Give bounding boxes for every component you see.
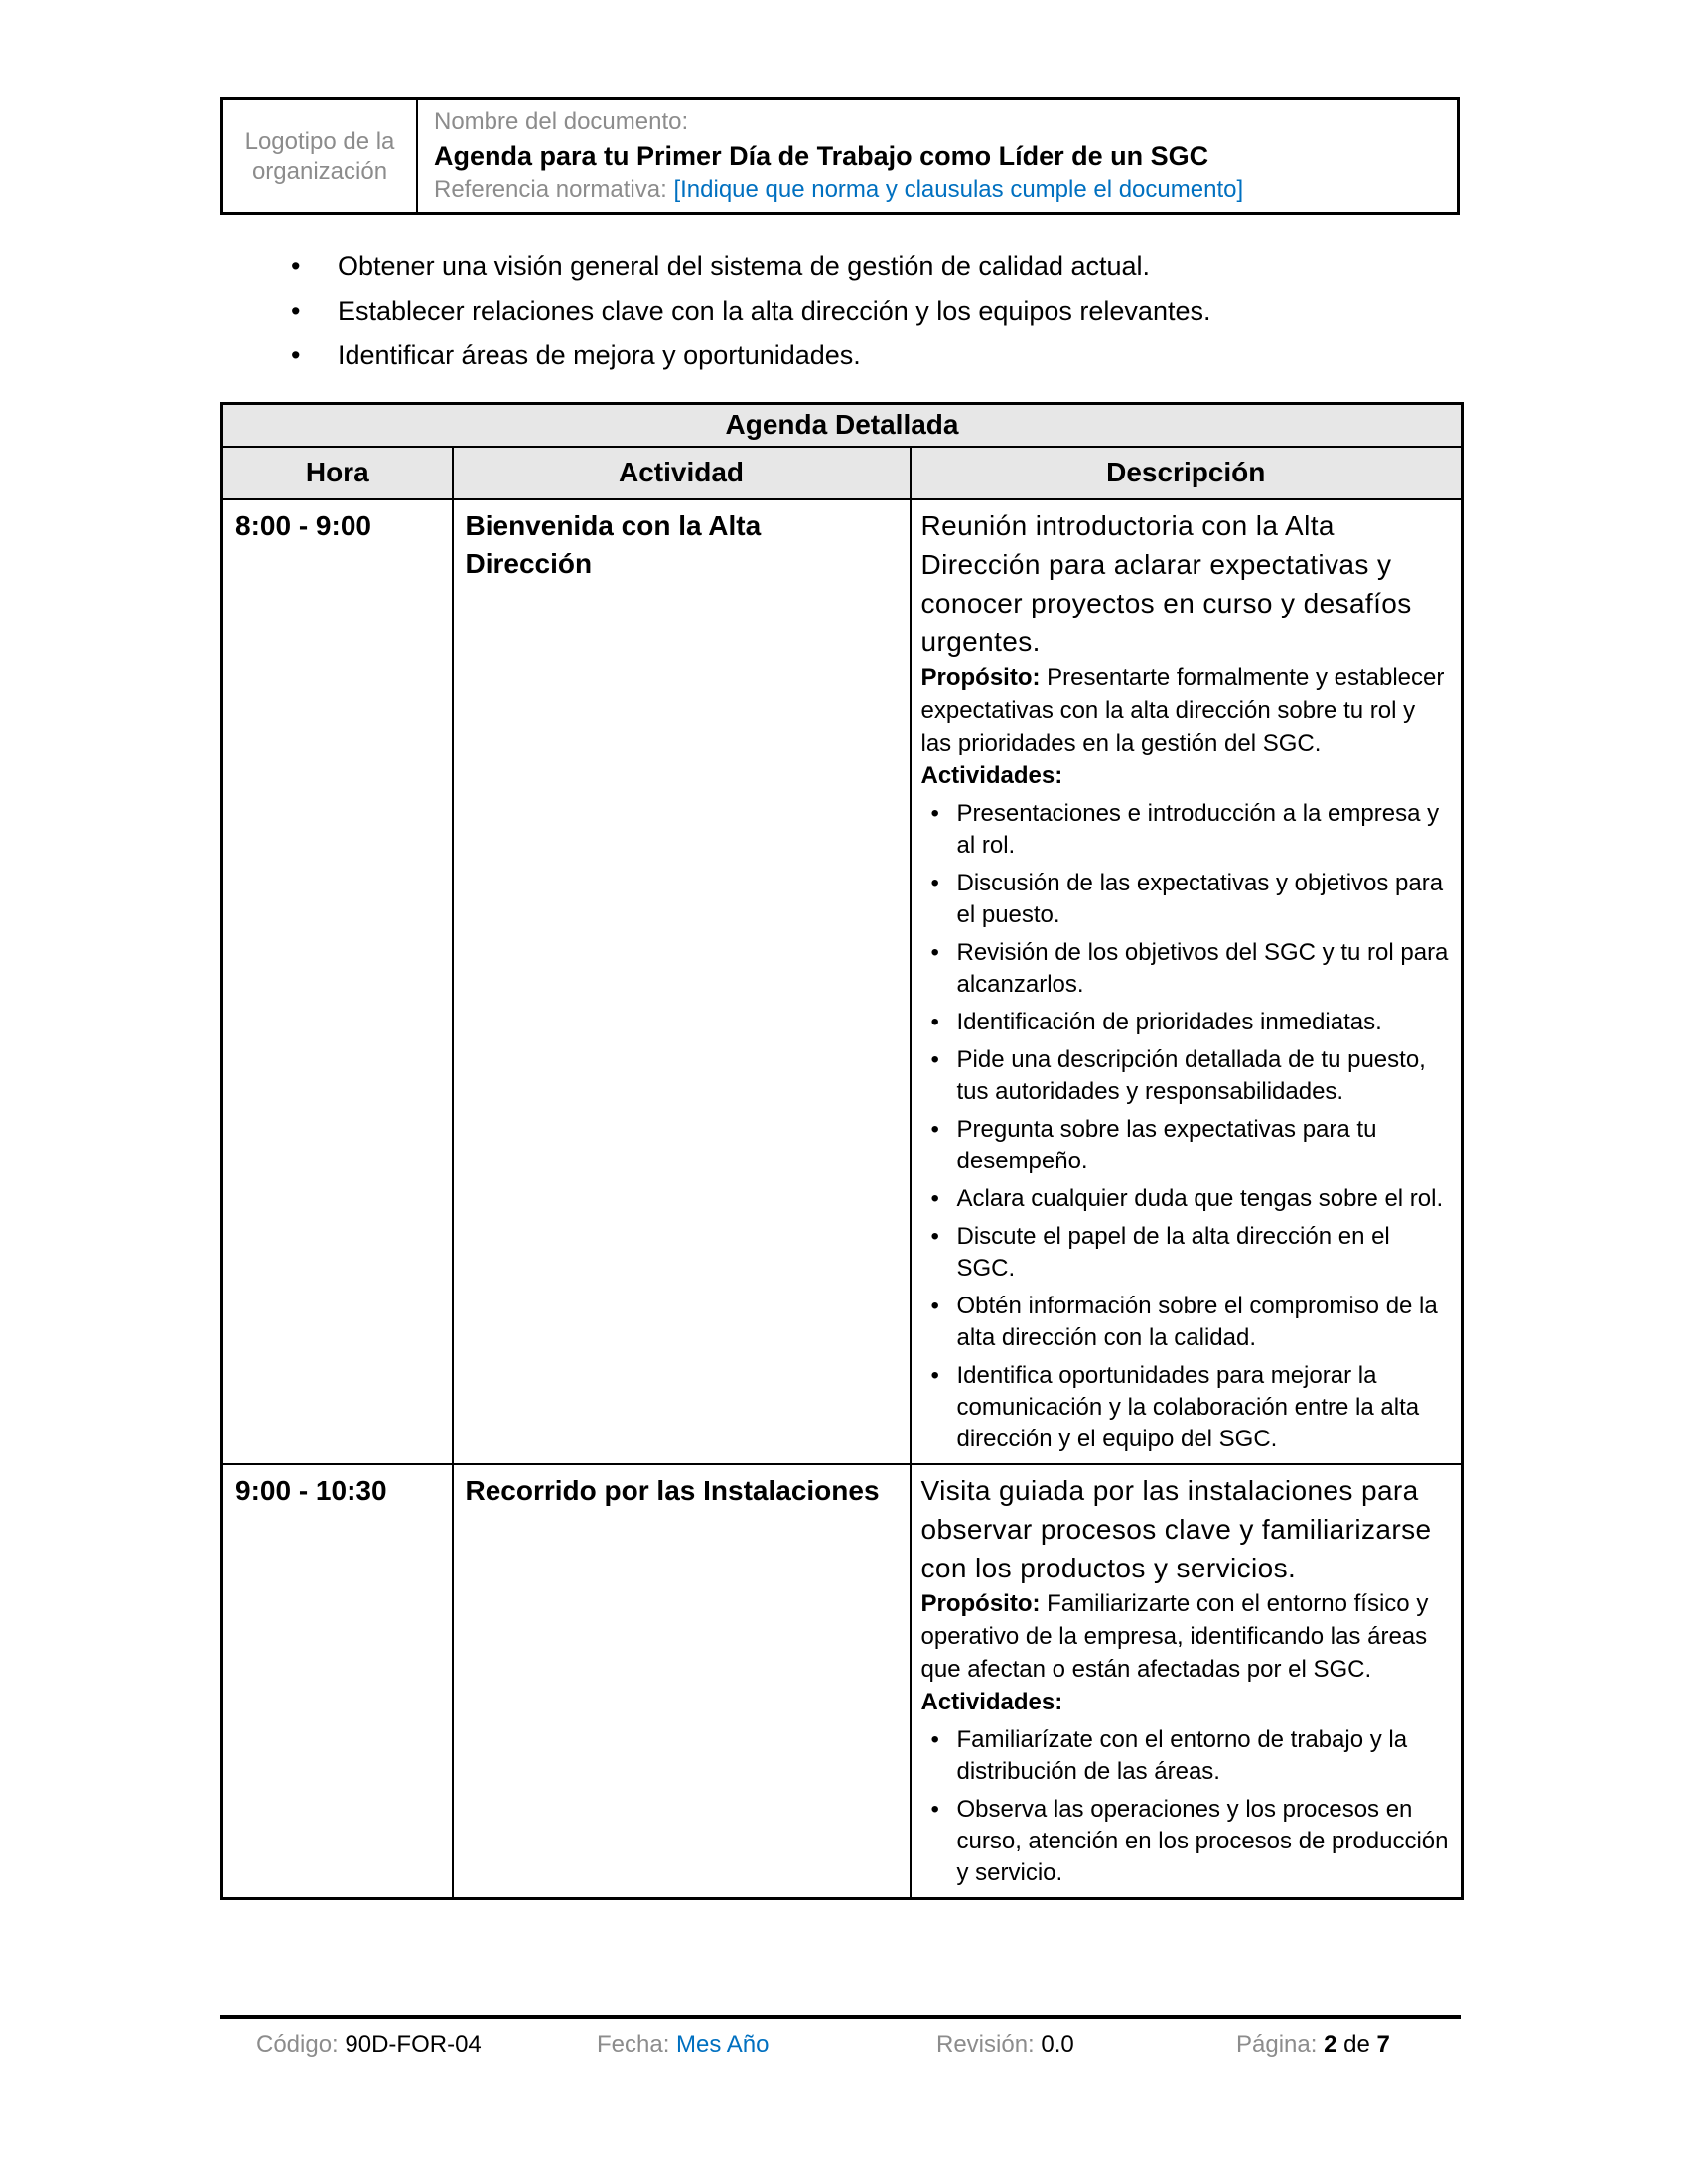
actividad-bullet-item: • Obtén información sobre el compromiso de la alta dirección con la calidad. — [921, 1291, 1452, 1354]
actividad-bullet-item: • Identificación de prioridades inmediatas. — [921, 1007, 1452, 1038]
document-title-cell — [418, 100, 1457, 212]
pagina-label: Página: — [1236, 2031, 1325, 2058]
fecha-label: Fecha: — [597, 2031, 677, 2058]
actividad-bullet-item: • Observa las operaciones y los procesos en curso, atención en los procesos de producción y servicio. — [921, 1794, 1452, 1889]
normative-reference-placeholder[interactable]: [Indique que norma y clausulas cumple el documento] — [673, 176, 1244, 203]
actividad-bullet-item: • Pide una descripción detallada de tu puesto, tus autoridades y responsabilidades. — [921, 1044, 1452, 1108]
agenda-header-row — [222, 447, 1463, 499]
table-row — [222, 499, 1463, 1464]
normative-reference-line — [434, 174, 1441, 205]
description-proposito — [921, 661, 1452, 759]
normative-reference-label: Referencia normativa: — [434, 176, 674, 203]
table-row — [222, 1464, 1463, 1899]
document-header-box — [220, 97, 1460, 215]
row-actividad: Recorrido por las Instalaciones — [453, 1464, 911, 1899]
description-proposito — [921, 1587, 1452, 1686]
footer-revision — [936, 2029, 1074, 2061]
actividad-bullet-item: • Presentaciones e introducción a la empresa y al rol. — [921, 798, 1452, 862]
footer-divider — [220, 2015, 1461, 2019]
actividad-bullet-item: • Aclara cualquier duda que tengas sobre el rol. — [921, 1183, 1452, 1215]
agenda-table — [220, 402, 1464, 1900]
actividades-label: Actividades: — [920, 762, 1063, 789]
agenda-table-title: Agenda Detallada — [222, 404, 1463, 448]
actividades-bullet-list — [921, 798, 1452, 1455]
description-lead: Reunión introductoria con la Alta Dirección para aclarar expectativas y conocer proyectos en curso y desafíos urgentes. — [920, 510, 1412, 657]
proposito-label: Propósito: — [920, 664, 1041, 691]
actividad-bullet-item: • Identifica oportunidades para mejorar la comunicación y la colaboración entre la alta dirección y el equipo del SGC. — [921, 1360, 1452, 1455]
intro-bullet-item: • Identificar áreas de mejora y oportunidades. — [291, 334, 1383, 378]
agenda-title-row — [222, 404, 1463, 448]
logo-placeholder-label: Logotipo de la organización — [244, 127, 395, 185]
fecha-value[interactable]: Mes Año — [676, 2031, 770, 2058]
pagina-total: 7 — [1376, 2031, 1390, 2058]
revision-label: Revisión: — [936, 2031, 1042, 2058]
intro-bullet-list — [291, 244, 1383, 378]
row-actividad: Bienvenida con la Alta Dirección — [453, 499, 911, 1464]
actividad-bullet-item: • Discute el papel de la alta dirección en el SGC. — [921, 1221, 1452, 1285]
logo-placeholder — [223, 100, 418, 212]
codigo-value: 90D-FOR-04 — [345, 2031, 482, 2058]
document-name-label: Nombre del documento: — [434, 108, 689, 135]
row-descripcion — [911, 1464, 1463, 1899]
column-header-actividad: Actividad — [453, 447, 911, 499]
actividad-bullet-item: • Pregunta sobre las expectativas para tu desempeño. — [921, 1114, 1452, 1177]
intro-bullet-item: • Establecer relaciones clave con la alta dirección y los equipos relevantes. — [291, 289, 1383, 334]
actividad-bullet-item: • Familiarízate con el entorno de trabajo y la distribución de las áreas. — [921, 1724, 1452, 1788]
footer-fecha — [597, 2029, 769, 2061]
description-lead: Visita guiada por las instalaciones para observar procesos clave y familiarizarse con los productos y servicios. — [920, 1475, 1432, 1583]
document-title: Agenda para tu Primer Día de Trabajo como Líder de un SGC — [434, 141, 1209, 171]
actividades-bullet-list — [921, 1724, 1452, 1889]
actividad-bullet-item: • Revisión de los objetivos del SGC y tu rol para alcanzarlos. — [921, 937, 1452, 1001]
column-header-hora: Hora — [222, 447, 453, 499]
intro-bullet-item: • Obtener una visión general del sistema de gestión de calidad actual. — [291, 244, 1383, 289]
footer-pagina — [1236, 2029, 1390, 2061]
column-header-descripcion: Descripción — [911, 447, 1463, 499]
codigo-label: Código: — [256, 2031, 346, 2058]
proposito-text: Familiarizarte con el entorno físico y operativo de la empresa, identificando las áreas que afectan o están afectadas por el SGC. — [920, 1590, 1429, 1683]
row-hora: 9:00 - 10:30 — [222, 1464, 453, 1899]
row-hora: 8:00 - 9:00 — [222, 499, 453, 1464]
pagina-current: 2 — [1324, 2031, 1337, 2058]
row-descripcion — [911, 499, 1463, 1464]
proposito-text: Presentarte formalmente y establecer expectativas con la alta dirección sobre tu rol y las prioridades en la gestión del SGC. — [920, 664, 1445, 756]
footer-codigo — [256, 2029, 482, 2061]
pagina-de: de — [1336, 2031, 1377, 2058]
revision-value: 0.0 — [1041, 2031, 1074, 2058]
actividad-bullet-item: • Discusión de las expectativas y objetivos para el puesto. — [921, 868, 1452, 931]
proposito-label: Propósito: — [920, 1590, 1041, 1617]
actividades-label: Actividades: — [920, 1689, 1063, 1715]
